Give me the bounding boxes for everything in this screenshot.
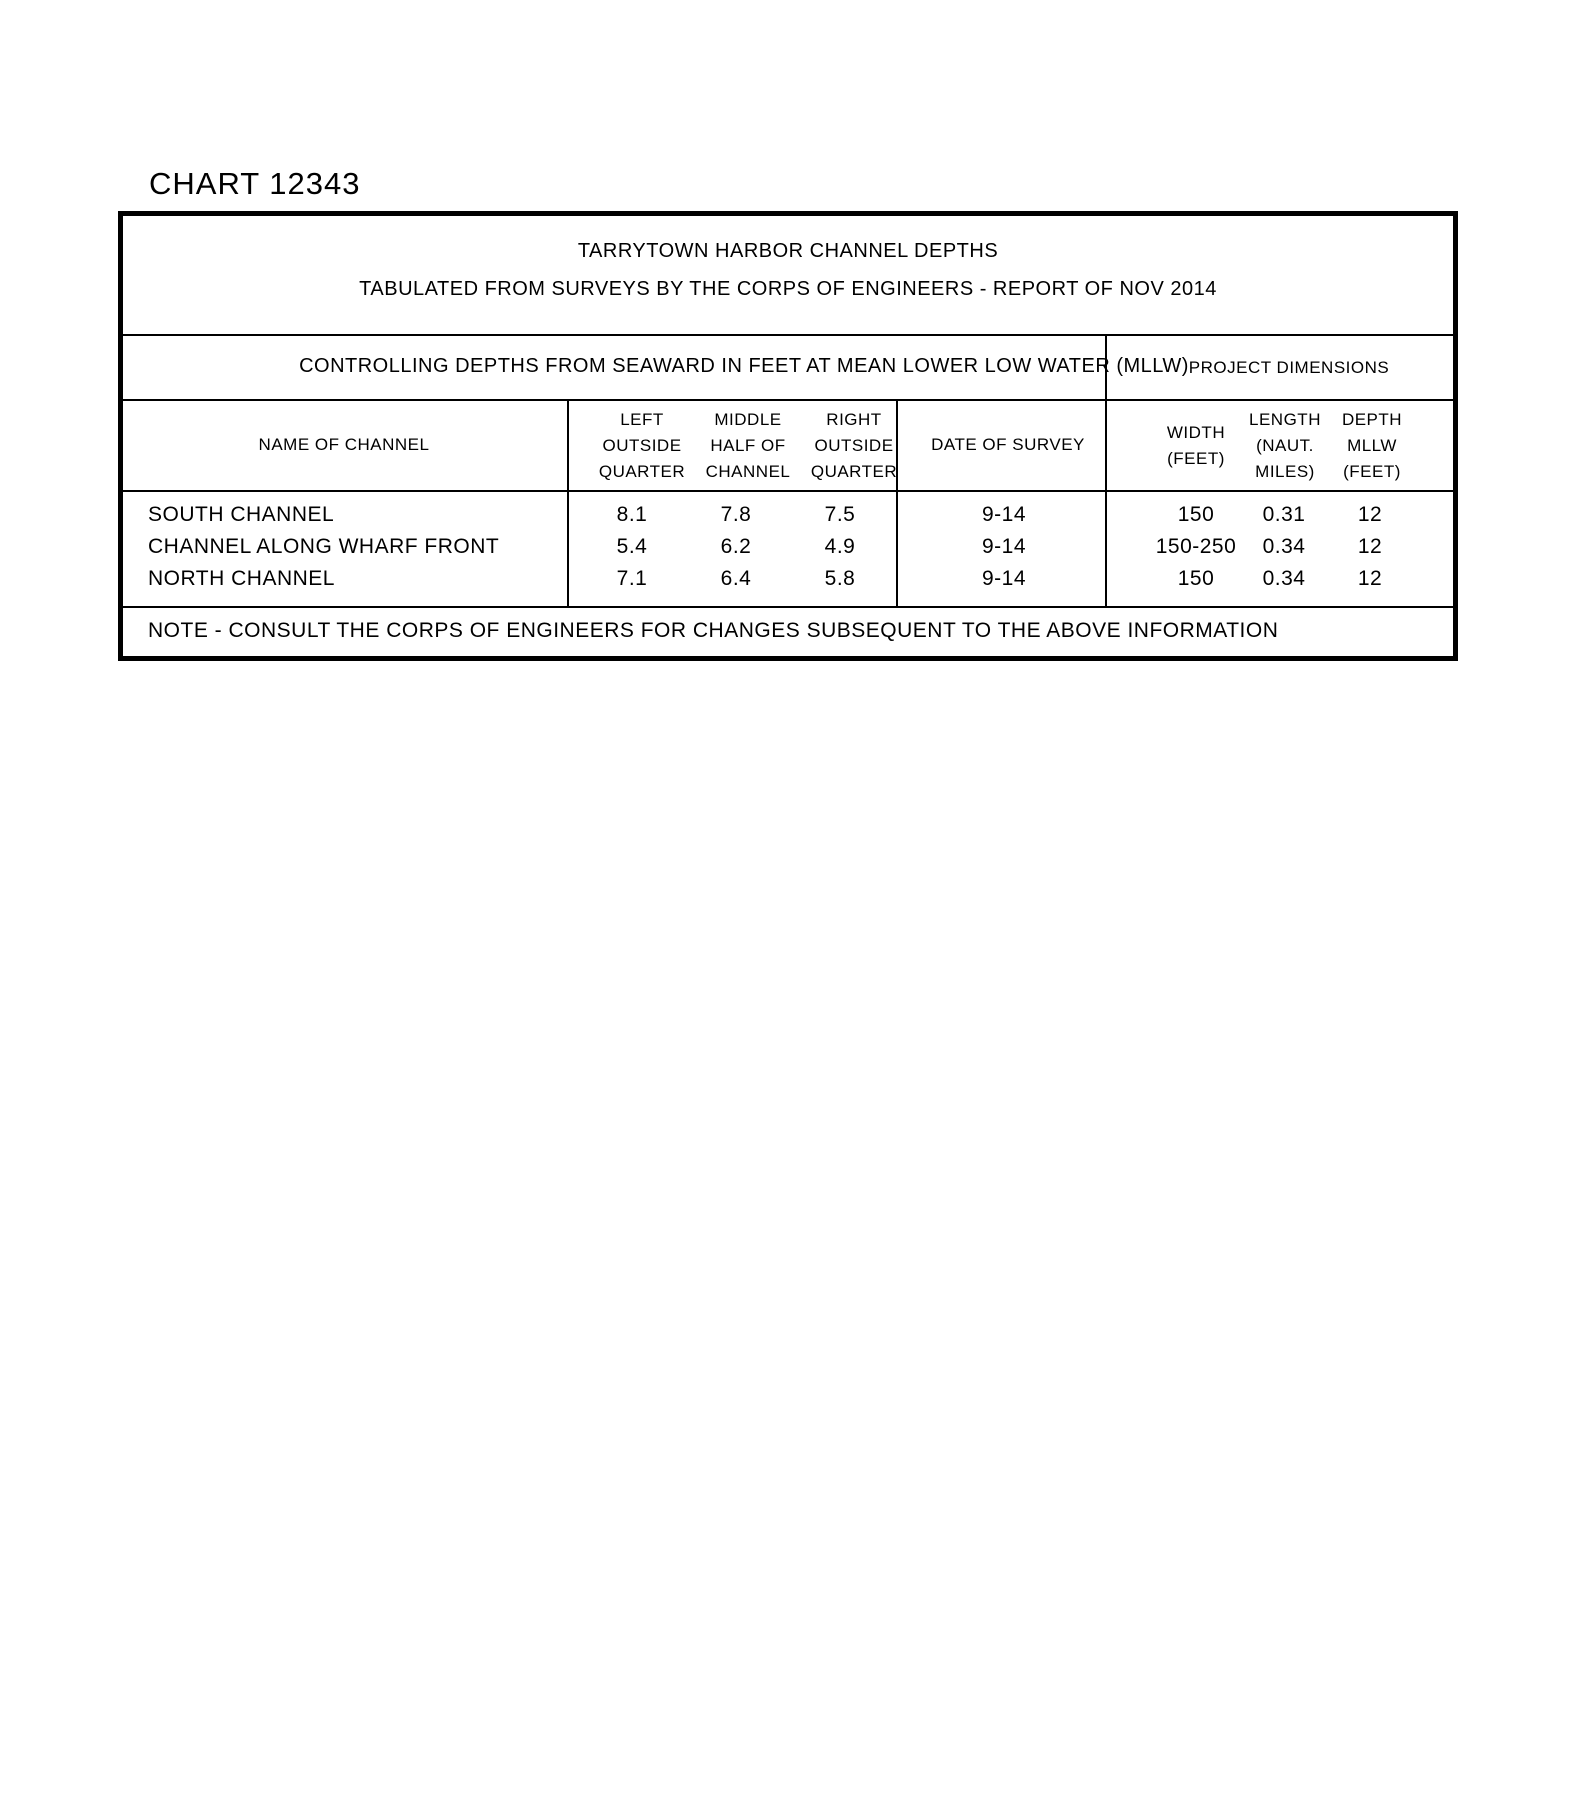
table-cell-right-depth: 7.5 (824, 503, 856, 526)
table-cell-width: 150-250 (1155, 535, 1237, 558)
table-cell-depth: 12 (1357, 535, 1383, 558)
column-header-date-of-survey: DATE OF SURVEY (931, 435, 1085, 454)
controlling-depths-header: CONTROLLING DEPTHS FROM SEAWARD IN FEET AT MEAN LOWER LOW WATER (MLLW) (299, 355, 1189, 377)
column-header-length: LENGTH (NAUT. MILES) (1249, 410, 1321, 481)
divider-below-title (123, 334, 1453, 336)
table-cell-right-depth: 4.9 (824, 535, 856, 558)
table-row-channel-name: CHANNEL ALONG WHARF FRONT (148, 535, 500, 558)
table-cell-depth: 12 (1357, 503, 1383, 526)
table-cell-left-depth: 8.1 (616, 503, 648, 526)
divider-after-name-column (567, 399, 569, 606)
table-cell-middle-depth: 6.4 (720, 567, 752, 590)
table-cell-date: 9-14 (981, 567, 1027, 590)
table-cell-date: 9-14 (981, 503, 1027, 526)
table-cell-left-depth: 7.1 (616, 567, 648, 590)
table-cell-length: 0.34 (1262, 535, 1306, 558)
column-header-width: WIDTH (FEET) (1166, 423, 1226, 468)
table-cell-left-depth: 5.4 (616, 535, 648, 558)
table-row-channel-name: SOUTH CHANNEL (148, 503, 335, 526)
column-header-depth: DEPTH MLLW (FEET) (1341, 410, 1403, 481)
table-cell-date: 9-14 (981, 535, 1027, 558)
table-cell-width: 150 (1177, 503, 1215, 526)
column-header-right-outside-quarter: RIGHT OUTSIDE QUARTER (810, 410, 898, 481)
project-dimensions-header: PROJECT DIMENSIONS (1188, 358, 1390, 377)
table-note: NOTE - CONSULT THE CORPS OF ENGINEERS FOR CHANGES SUBSEQUENT TO THE ABOVE INFORMATION (148, 619, 1279, 642)
table-cell-middle-depth: 7.8 (720, 503, 752, 526)
chart-label: CHART 12343 (149, 166, 361, 201)
table-cell-length: 0.34 (1262, 567, 1306, 590)
table-cell-right-depth: 5.8 (824, 567, 856, 590)
column-header-middle-half: MIDDLE HALF OF CHANNEL (705, 410, 791, 481)
divider-below-column-headers (123, 490, 1453, 492)
table-row-channel-name: NORTH CHANNEL (148, 567, 335, 590)
divider-above-note (123, 606, 1453, 608)
divider-below-section-headers (123, 399, 1453, 401)
table-title: TARRYTOWN HARBOR CHANNEL DEPTHS (577, 240, 999, 262)
column-header-left-outside-quarter: LEFT OUTSIDE QUARTER (598, 410, 686, 481)
table-cell-middle-depth: 6.2 (720, 535, 752, 558)
table-cell-length: 0.31 (1262, 503, 1306, 526)
table-cell-width: 150 (1177, 567, 1215, 590)
column-header-name: NAME OF CHANNEL (258, 435, 430, 454)
channel-depths-table (118, 211, 1458, 661)
table-cell-depth: 12 (1357, 567, 1383, 590)
table-subtitle: TABULATED FROM SURVEYS BY THE CORPS OF ENGINEERS - REPORT OF NOV 2014 (359, 278, 1217, 300)
